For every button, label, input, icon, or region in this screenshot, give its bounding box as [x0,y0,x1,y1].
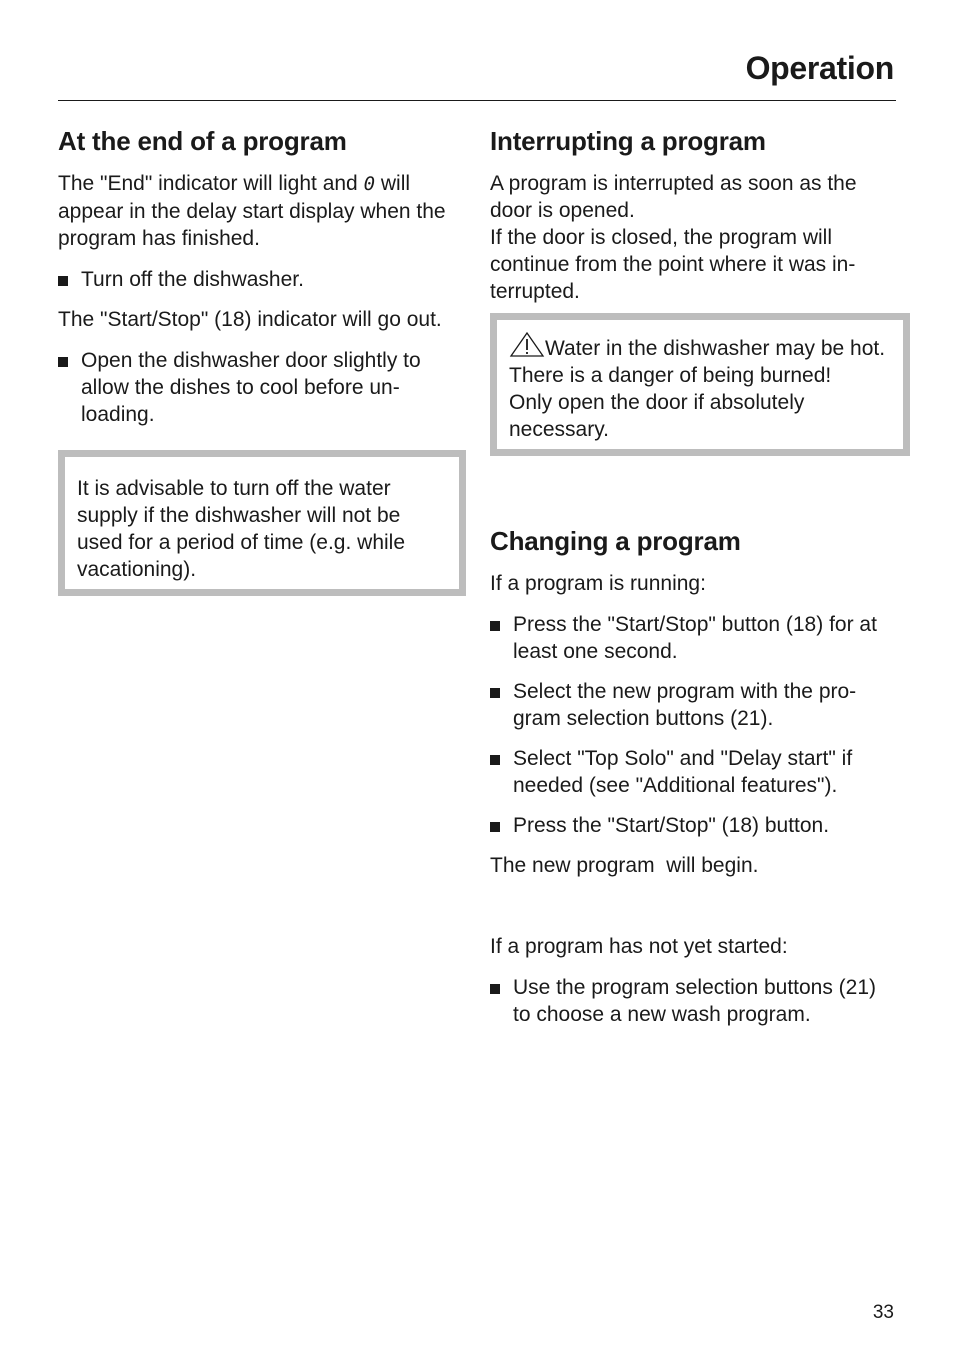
para-text: The "End" indicator will light and [58,172,364,195]
warning-box [490,313,910,456]
interrupt-paragraph: A program is interrupted as soon as the door is opened. [490,172,857,222]
list-item [490,678,893,732]
square-bullet-icon [490,984,500,994]
list-item [58,266,466,293]
list-item-text: Turn off the dishwasher. [81,268,304,291]
section-heading-interrupting: Interrupting a program [490,126,766,156]
list-item-text: Open the dishwasher door slightly to allow the dishes to cool before un-loading. [81,349,421,426]
header-rule [58,100,896,101]
page-title: Operation [745,50,894,86]
not-started-intro: If a program has not yet started: [490,935,788,958]
display-digit-glyph: 0 [363,173,376,195]
warning-line: Water in the dishwasher may be hot. There is a danger of being burned! [509,337,886,387]
list-item [490,745,893,799]
right-column [490,122,900,1028]
new-program-paragraph: The new program will begin. [490,854,759,877]
square-bullet-icon [490,755,500,765]
warning-triangle-icon [509,332,545,357]
warning-instruction: Only open the door if absolutely necessary. [509,391,805,441]
square-bullet-icon [490,688,500,698]
warning-text [509,332,891,389]
page-number: 33 [872,1302,894,1323]
section-heading-end-of-program: At the end of a program [58,126,347,156]
square-bullet-icon [490,621,500,631]
square-bullet-icon [490,822,500,832]
list-item-text: Use the program selection buttons (21) to choose a new wash program. [513,976,877,1026]
resume-paragraph: If the door is closed, the program will continue from the point where it was in-terrupted. [490,226,856,303]
list-item [58,347,459,428]
list-item [490,611,893,665]
list-item-text: Press the "Start/Stop" button (18) for at least one second. [513,613,877,663]
para-text: will appear in the delay start display when the program has finished. [58,172,446,250]
square-bullet-icon [58,357,68,367]
square-bullet-icon [58,276,68,286]
running-intro: If a program is running: [490,572,706,595]
list-item-text: Select "Top Solo" and "Delay start" if needed (see "Additional features"). [513,747,853,797]
list-item-text: Press the "Start/Stop" (18) button. [513,814,830,837]
list-item-text: Select the new program with the pro-gram selection buttons (21). [513,680,857,730]
note-box [58,450,466,596]
end-indicator-paragraph [58,170,458,252]
left-column [58,122,466,596]
section-heading-changing: Changing a program [490,526,741,556]
start-stop-paragraph: The "Start/Stop" (18) indicator will go out. [58,308,442,331]
note-text: It is advisable to turn off the water supply if the dishwasher will not be used for a period of time (e.g. while vacationing). [77,477,406,581]
list-item [490,812,893,839]
list-item [490,974,895,1028]
